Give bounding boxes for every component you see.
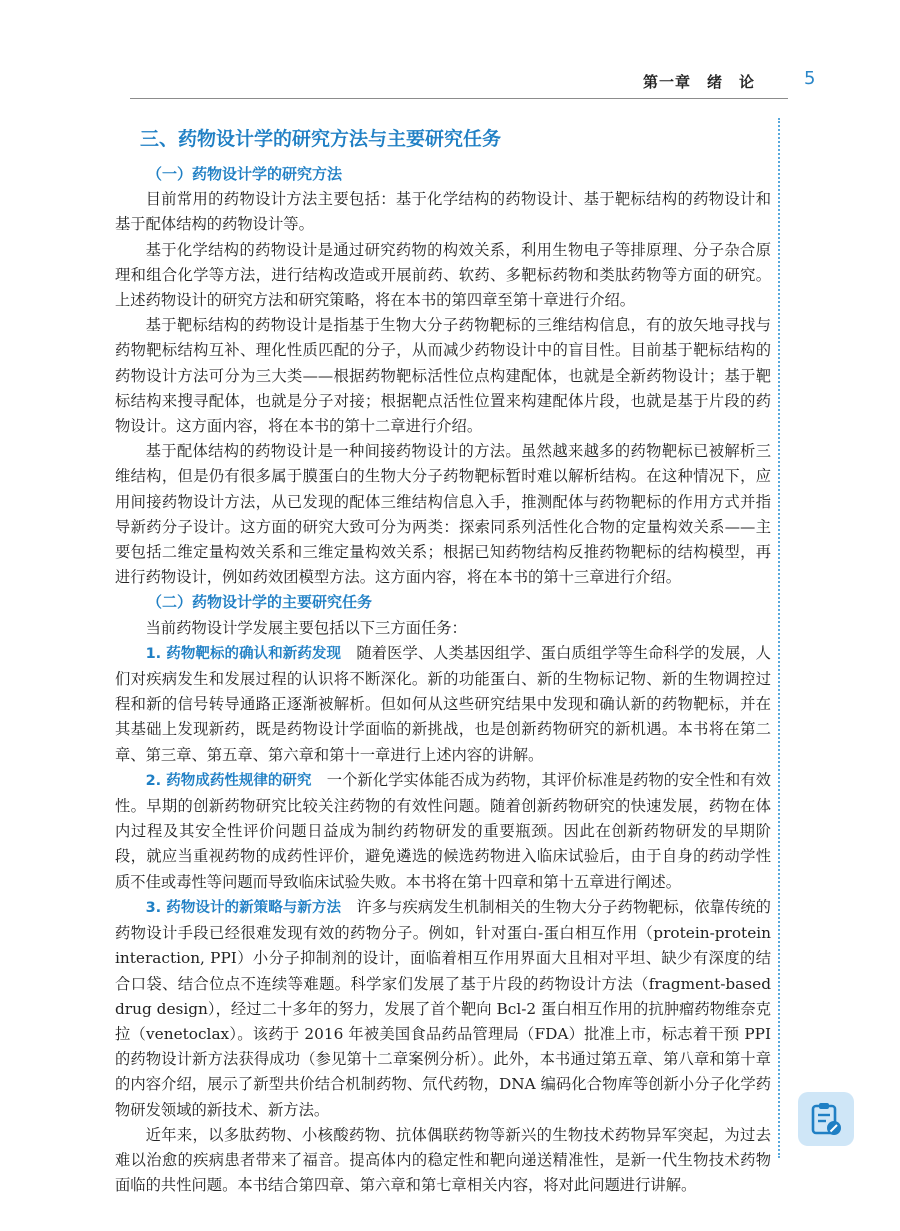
- subsection-title-tasks: （二）药物设计学的主要研究任务: [147, 593, 373, 612]
- task-paragraph: [115, 895, 771, 1123]
- paragraph: 基于化学结构的药物设计是通过研究药物的构效关系，利用生物电子等排原理、分子杂合原理和组合化学等方法，进行结构改造或开展前药、软药、多靶标药物和类肽药物等方面的研究。上述药物设计的研究方法和研究策略，将在本书的第四章至第十章进行介绍。: [115, 240, 771, 310]
- task-lead: 1. 药物靶标的确认和新药发现: [145, 645, 342, 662]
- task-text: 一个新化学实体能否成为药物，其评价标准是药物的安全性和有效性。早期的创新药物研究比较关注药物的有效性问题。随着创新药物研究的快速发展，药物在体内过程及其安全性评价问题日益成为制约药物研发的重要瓶颈。因此在创新药物研发的早期阶段，就应当重视药物的成药性评价，避免遴选的候选药物进入临床试验后，由于自身的药动学性质不佳或毒性等问题而导致临床试验失败。本书将在第十四章和第十五章进行阐述。: [115, 770, 771, 891]
- margin-dotted-line: [778, 118, 780, 1158]
- page-header: [0, 62, 900, 102]
- notes-button[interactable]: [798, 1092, 854, 1146]
- subsection-title-methods: （一）药物设计学的研究方法: [147, 165, 343, 183]
- task-paragraph: [115, 768, 771, 895]
- task-lead: 2. 药物成药性规律的研究: [145, 772, 312, 789]
- clipboard-pencil-icon: [809, 1101, 843, 1137]
- paragraph: 近年来，以多肽药物、小核酸药物、抗体偶联药物等新兴的生物技术药物异军突起，为过去难以治愈的疾病患者带来了福音。提高体内的稳定性和靶向递送精准性，是新一代生物技术药物面临的共性问题。本书结合第四章、第六章和第七章相关内容，将对此问题进行讲解。: [115, 1125, 771, 1195]
- task-text: 随着医学、人类基因组学、蛋白质组学等生命科学的发展，人们对疾病发生和发展过程的认识将不断深化。新的功能蛋白、新的生物标记物、新的生物调控过程和新的信号转导通路正逐渐被解析。但如何从这些研究结果中发现和确认新的药物靶标，并在其基础上发现新药，既是药物设计学面临的新挑战，也是创新药物研究的新机遇。本书将在第二章、第三章、第五章、第六章和第十一章进行上述内容的讲解。: [115, 643, 771, 764]
- task-lead: 3. 药物设计的新策略与新方法: [145, 899, 342, 916]
- page-number: 5: [804, 68, 816, 89]
- header-rule: [130, 98, 788, 99]
- paragraph: 目前常用的药物设计方法主要包括：基于化学结构的药物设计、基于靶标结构的药物设计和基于配体结构的药物设计等。: [115, 190, 771, 234]
- chapter-title: 第一章 绪 论: [643, 73, 756, 91]
- task-text: 许多与疾病发生机制相关的生物大分子药物靶标，依靠传统的药物设计手段已经很难发现有效的药物分子。例如，针对蛋白-蛋白相互作用（protein-protein interaction, PPI）小分子抑制剂的设计，面临着相互作用界面大且相对平坦、缺少有深度的结合口袋、结合位点不连续等难题。科学家们发展了基于片段的药物设计方法（fragment-based drug design），经过二十多年的努力，发展了首个靶向 Bcl-2 蛋白相互作用的抗肿瘤药物维奈克拉（venetoclax）。该药于 2016 年被美国食品药品管理局（FDA）批准上市，标志着干预 PPI 的药物设计新方法获得成功（参见第十二章案例分析）。此外，本书通过第五章、第八章和第十章的内容介绍，展示了新型共价结合机制药物、氘代药物，DNA 编码化合物库等创新小分子化学药物研发领域的新技术、新方法。: [115, 897, 771, 1119]
- task-paragraph: [115, 641, 771, 768]
- paragraph: 基于靶标结构的药物设计是指基于生物大分子药物靶标的三维结构信息，有的放矢地寻找与药物靶标结构互补、理化性质匹配的分子，从而减少药物设计中的盲目性。目前基于靶标结构的药物设计方法可分为三大类——根据药物靶标活性位点构建配体，也就是全新药物设计；基于靶标结构来搜寻配体，也就是分子对接；根据靶点活性位置来构建配体片段，也就是基于片段的药物设计。这方面内容，将在本书的第十二章进行介绍。: [115, 316, 771, 436]
- paragraph: 基于配体结构的药物设计是一种间接药物设计的方法。虽然越来越多的药物靶标已被解析三维结构，但是仍有很多属于膜蛋白的生物大分子药物靶标暂时难以解析结构。在这种情况下，应用间接药物设计方法，从已发现的配体三维结构信息入手，推测配体与药物靶标的作用方式并指导新药分子设计。这方面的研究大致可分为两类：探索同系列活性化合物的定量构效关系——主要包括二维定量构效关系和三维定量构效关系；根据已知药物结构反推药物靶标的结构模型，再进行药物设计，例如药效团模型方法。这方面内容，将在本书的第十三章进行介绍。: [115, 442, 771, 587]
- section-title: 三、药物设计学的研究方法与主要研究任务: [140, 128, 502, 150]
- paragraph: 当前药物设计学发展主要包括以下三方面任务：: [145, 618, 467, 637]
- main-content: [115, 126, 771, 1198]
